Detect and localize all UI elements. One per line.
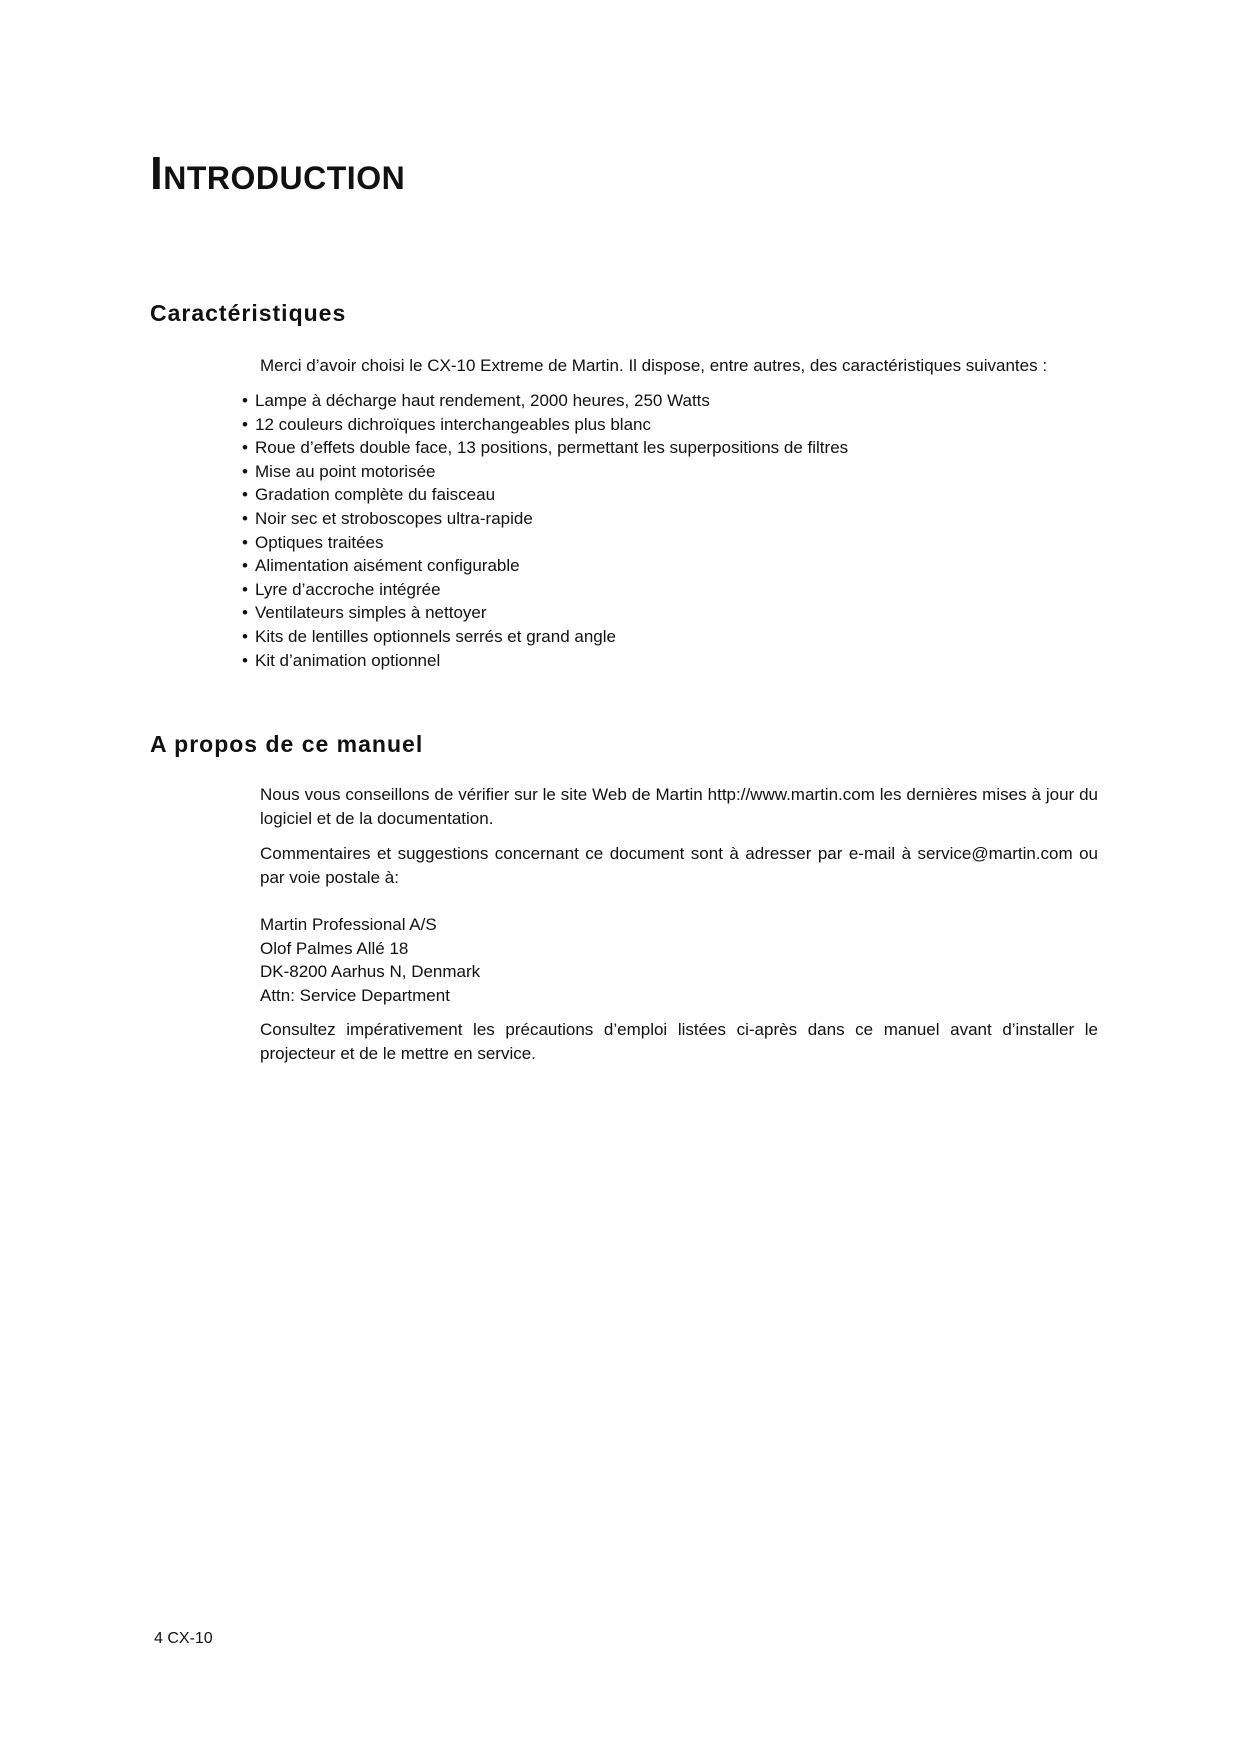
list-item: • Kits de lentilles optionnels serrés et grand angle (242, 625, 848, 649)
list-item: • Optiques traitées (242, 531, 848, 555)
safety-paragraph: Consultez impérativement les précautions d’emploi listées ci-après dans ce manuel avant d’installer le projecteur et de le mettre en service. (260, 1020, 1098, 1063)
list-item: • Noir sec et stroboscopes ultra-rapide (242, 507, 848, 531)
address-line: DK-8200 Aarhus N, Denmark (260, 962, 481, 982)
list-item: • Gradation complète du faisceau (242, 483, 848, 507)
address-line: Martin Professional A/S (260, 915, 437, 934)
list-item: • Alimentation aisément configurable (242, 554, 848, 578)
address-line: Olof Palmes Allé 18 (260, 938, 409, 958)
features-intro: Merci d’avoir choisi le CX-10 Extreme de Martin. Il dispose, entre autres, des caractéristiques suivantes : (260, 356, 1048, 375)
list-item: • 12 couleurs dichroïques interchangeables plus blanc (242, 413, 848, 437)
postal-address (260, 913, 480, 1007)
list-item: • Mise au point motorisée (242, 460, 848, 484)
feedback-paragraph: Commentaires et suggestions concernant ce document sont à adresser par e-mail à service@martin.com ou par voie postale à: (260, 844, 1098, 887)
website-paragraph: Nous vous conseillons de vérifier sur le site Web de Martin http://www.martin.com les dernières mises à jour du logiciel et de la documentation. (260, 785, 1098, 828)
list-item: • Lampe à décharge haut rendement, 2000 heures, 250 Watts (242, 389, 848, 413)
chapter-title: Introduction (150, 147, 406, 199)
manual-heading: A propos de ce manuel (150, 731, 424, 757)
list-item: • Kit d’animation optionnel (242, 649, 848, 673)
features-list (242, 389, 848, 672)
list-item: • Roue d’effets double face, 13 positions, permettant les superpositions de filtres (242, 436, 848, 460)
list-item: • Ventilateurs simples à nettoyer (242, 601, 848, 625)
address-line: Attn: Service Department (260, 985, 450, 1005)
list-item: • Lyre d’accroche intégrée (242, 578, 848, 602)
features-heading: Caractéristiques (150, 300, 347, 326)
page-footer: 4 CX-10 (154, 1630, 213, 1647)
